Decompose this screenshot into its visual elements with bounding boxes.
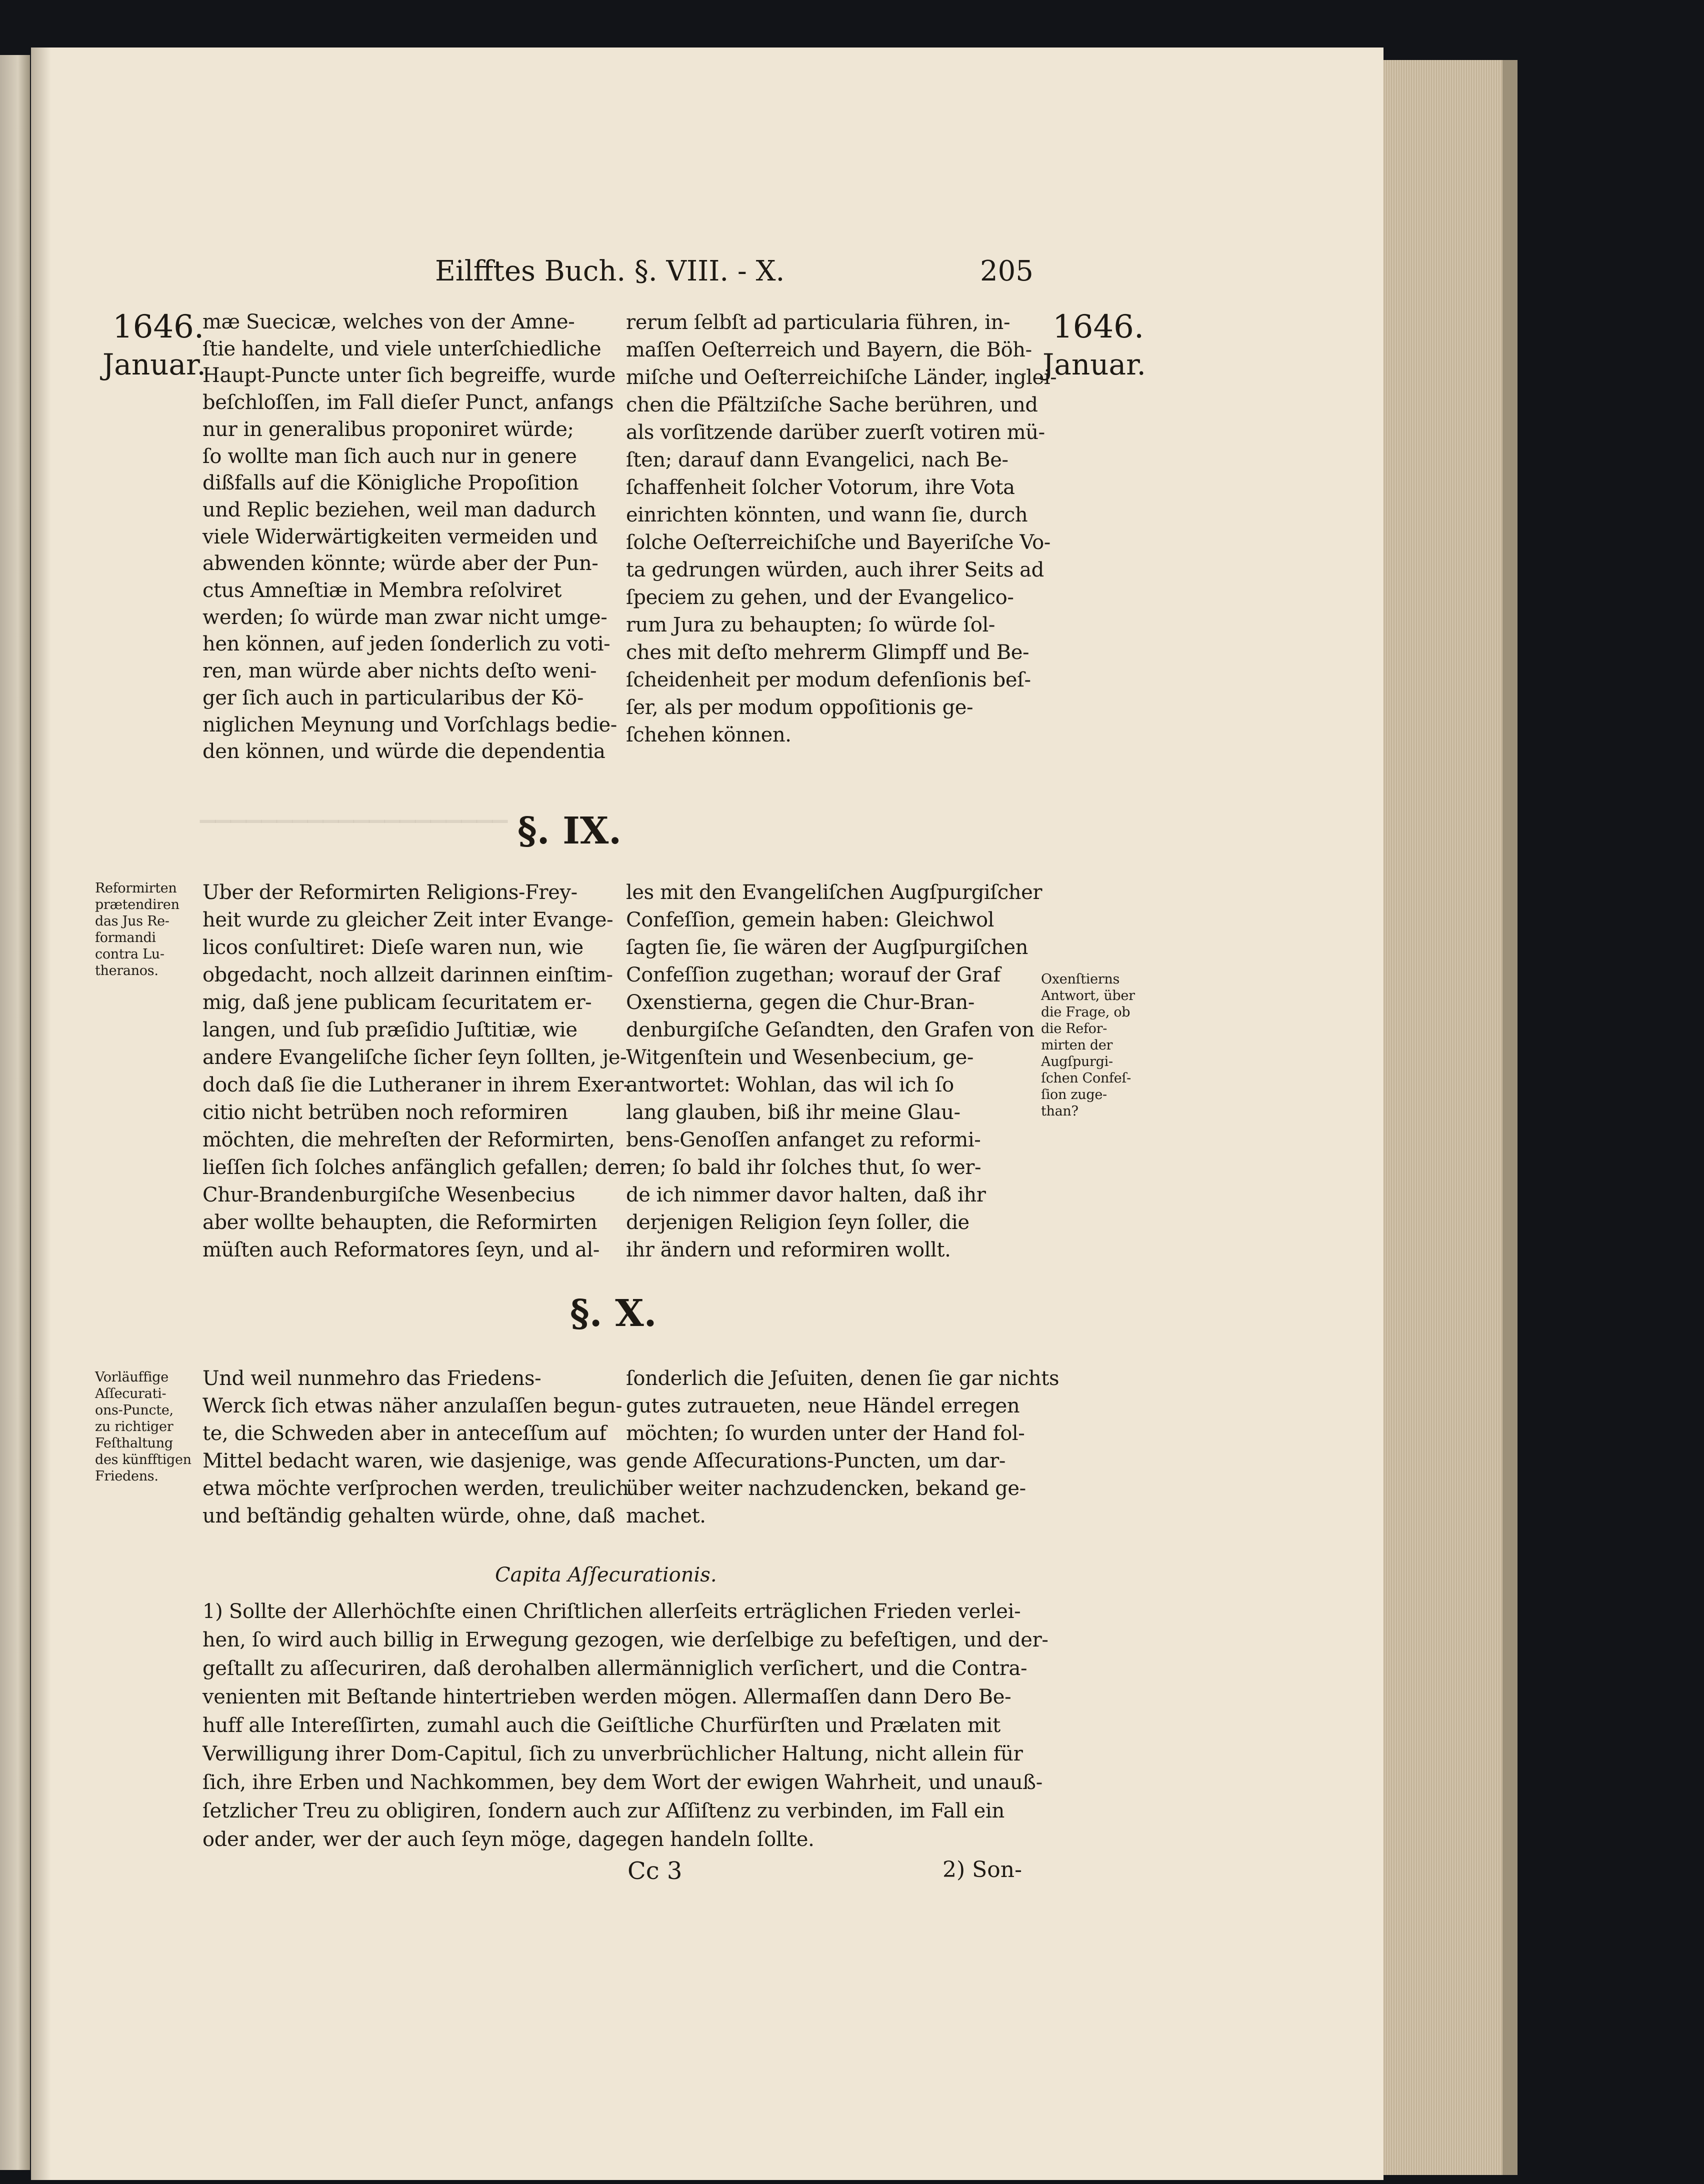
text-line: über weiter nachzudencken, bekand ge- bbox=[626, 1477, 1026, 1500]
text-line: formandi bbox=[95, 930, 156, 946]
page-number: 205 bbox=[980, 255, 1034, 288]
text-line: Mittel bedacht waren, wie dasjenige, was bbox=[202, 1450, 617, 1472]
text-line: beſchloſſen, im Fall dieſer Punct, anfangs bbox=[202, 391, 614, 414]
text-line: ſolche Oeſterreichiſche und Bayeriſche Vo- bbox=[626, 531, 1050, 554]
text-line: rum Jura zu behaupten; ſo würde ſol- bbox=[626, 614, 996, 636]
text-line: contra Lu- bbox=[95, 946, 164, 962]
text-line: prætendiren bbox=[95, 897, 180, 912]
text-line: hen können, auf jeden ſonderlich zu voti- bbox=[202, 632, 610, 656]
text-line: ſchaffenheit ſolcher Votorum, ihre Vota bbox=[626, 476, 1015, 499]
text-line: mæ Suecicæ, welches von der Amne- bbox=[202, 310, 575, 334]
text-line: lieſſen ſich ſolches anfänglich gefallen; der bbox=[202, 1156, 628, 1179]
text-line: antwortet: Wohlan, das wil ich ſo bbox=[626, 1074, 954, 1096]
text-line: theranos. bbox=[95, 963, 158, 978]
text-line: Friedens. bbox=[95, 1468, 158, 1484]
text-line: und Replic beziehen, weil man dadurch bbox=[202, 498, 596, 522]
text-line: Feſthaltung bbox=[95, 1436, 173, 1451]
text-line: ſchehen können. bbox=[626, 724, 792, 746]
text-line: die Frage, ob bbox=[1041, 1004, 1130, 1020]
text-line: mig, daß jene publicam ſecuritatem er- bbox=[202, 991, 592, 1014]
text-line: maſſen Oeſterreich und Bayern, die Böh- bbox=[626, 338, 1032, 362]
capita-title: Capita Aſſecurationis. bbox=[495, 1564, 717, 1586]
text-line: werden; ſo würde man zwar nicht umge- bbox=[202, 606, 608, 629]
text-line: des künfftigen bbox=[95, 1452, 192, 1468]
text-line: ſten; darauf dann Evangelici, nach Be- bbox=[626, 448, 1008, 472]
text-line: citio nicht betrüben noch reformiren bbox=[202, 1101, 568, 1124]
text-line: abwenden könnte; würde aber der Pun- bbox=[202, 552, 598, 576]
text-line: dißfalls auf die Königliche Propoſition bbox=[202, 472, 579, 495]
text-line: ta gedrungen würden, auch ihrer Seits ad bbox=[626, 558, 1044, 582]
signature-mark: Cc 3 bbox=[628, 1857, 682, 1885]
text-line: ger ſich auch in particularibus der Kö- bbox=[202, 686, 584, 710]
gutter-shadow bbox=[31, 48, 51, 2180]
part1-right-column bbox=[626, 309, 1057, 749]
text-line: Antwort, über bbox=[1041, 988, 1135, 1004]
year-left: 1646. bbox=[112, 308, 204, 346]
text-line: andere Evangeliſche ſicher ſeyn ſollten, je- bbox=[202, 1046, 627, 1069]
text-line: obgedacht, noch allzeit darinnen einſtim- bbox=[202, 964, 613, 986]
month-left: Januar. bbox=[102, 348, 206, 382]
text-line: das Jus Re- bbox=[95, 914, 170, 929]
text-line: Reformirten bbox=[95, 880, 177, 896]
text-line: müſten auch Reformatores ſeyn, und al- bbox=[202, 1238, 600, 1262]
text-line: hen, ſo wird auch billig in Erwegung gezogen, wie derſelbige zu befeſtigen, und der- bbox=[202, 1628, 1048, 1652]
text-line: zu richtiger bbox=[95, 1419, 174, 1434]
text-line: mirten der bbox=[1041, 1038, 1113, 1053]
text-line: les mit den Evangeliſchen Augſpurgiſcher bbox=[626, 881, 1042, 904]
text-line: geſtallt zu aſſecuriren, daß derohalben allermänniglich verſichert, und die Contra- bbox=[202, 1657, 1028, 1680]
margin-note-reformed bbox=[95, 880, 195, 979]
part1-left-column bbox=[202, 309, 617, 766]
text-line: Oxenſtierns bbox=[1041, 972, 1120, 987]
section-heading-ix: §. IX. bbox=[518, 810, 622, 852]
text-line: venienten mit Beſtande hintertrieben werden mögen. Allermaſſen dann Dero Be- bbox=[202, 1686, 1012, 1708]
text-line: ſagten ſie, ſie wären der Augſpurgiſchen bbox=[626, 936, 1028, 959]
text-line: langen, und ſub præſidio Juſtitiæ, wie bbox=[202, 1018, 578, 1042]
text-line: Confeſſion, gemein haben: Gleichwol bbox=[626, 908, 994, 932]
show-through: ▁▁▁▁▁▁▁▁▁▁▁▁▁▁▁▁▁▁▁▁ bbox=[200, 800, 508, 823]
text-line: ſchen Confeſ- bbox=[1041, 1070, 1131, 1086]
text-line: heit wurde zu gleicher Zeit inter Evange- bbox=[202, 908, 614, 932]
text-line: ihr ändern und reformiren wollt. bbox=[626, 1238, 951, 1262]
text-line: Und weil nunmehro das Friedens- bbox=[202, 1367, 542, 1390]
text-line: Vorläuffige bbox=[95, 1370, 168, 1385]
text-line: möchten, die mehreſten der Reformirten, bbox=[202, 1128, 615, 1152]
section10-right-column bbox=[626, 1365, 1060, 1530]
text-line: Oxenstierna, gegen die Chur-Bran- bbox=[626, 991, 975, 1014]
text-line: ſpeciem zu gehen, und der Evangelico- bbox=[626, 586, 1014, 609]
text-line: einrichten könnten, und wann ſie, durch bbox=[626, 504, 1028, 526]
text-line: bens-Genoſſen anfanget zu reformi- bbox=[626, 1128, 981, 1152]
text-line: Werck ſich etwas näher anzulaſſen begun- bbox=[202, 1394, 622, 1418]
section10-left-column bbox=[202, 1365, 629, 1530]
text-line: ſtie handelte, und viele unterſchiedliche bbox=[202, 337, 602, 360]
text-line: denburgiſche Geſandten, den Grafen von bbox=[626, 1018, 1034, 1042]
page-block-edges bbox=[1368, 60, 1518, 2175]
text-line: derjenigen Religion ſeyn ſoller, die bbox=[626, 1211, 970, 1234]
text-line: ſich, ihre Erben und Nachkommen, bey dem Wort der ewigen Wahrheit, und unauß- bbox=[202, 1771, 1042, 1794]
text-line: die Refor- bbox=[1041, 1021, 1108, 1036]
text-line: gutes zutraueten, neue Händel erregen bbox=[626, 1394, 1020, 1418]
text-line: ren, man würde aber nichts deſto weni- bbox=[202, 660, 597, 683]
text-line: doch daß ſie die Lutheraner in ihrem Exer- bbox=[202, 1074, 630, 1096]
text-line: huff alle Intereſſirten, zumahl auch die Geiſtliche Churfürſten und Prælaten mit bbox=[202, 1714, 1000, 1737]
text-line: nur in generalibus proponiret würde; bbox=[202, 418, 574, 441]
text-line: ons-Puncte, bbox=[95, 1402, 174, 1418]
text-line: und beſtändig gehalten würde, ohne, daß bbox=[202, 1504, 616, 1528]
text-line: lang glauben, biß ihr meine Glau- bbox=[626, 1101, 960, 1124]
text-line: Haupt-Puncte unter ſich begreiffe, wurde bbox=[202, 364, 616, 388]
text-line: than? bbox=[1041, 1104, 1078, 1119]
text-line: ren; ſo bald ihr ſolches thut, ſo wer- bbox=[626, 1156, 982, 1179]
text-line: Aſſecurati- bbox=[95, 1386, 166, 1402]
text-line: rerum ſelbſt ad particularia führen, in- bbox=[626, 311, 1010, 334]
text-line: niglichen Meynung und Vorſchlags bedie- bbox=[202, 713, 617, 736]
text-line: miſche und Oeſterreichiſche Länder, inglei- bbox=[626, 366, 1057, 389]
text-line: ches mit deſto mehrerm Glimpff und Be- bbox=[626, 641, 1030, 664]
margin-note-oxenstierna bbox=[1041, 971, 1161, 1120]
text-line: aber wollte behaupten, die Reformirten bbox=[202, 1211, 598, 1234]
text-line: oder ander, wer der auch ſeyn möge, dagegen handeln ſollte. bbox=[202, 1828, 814, 1851]
text-line: etwa möchte verſprochen werden, treulich bbox=[202, 1477, 629, 1500]
catchword: 2) Son- bbox=[942, 1857, 1022, 1882]
section9-left-column bbox=[202, 879, 630, 1264]
text-line: Chur-Brandenburgiſche Wesenbecius bbox=[202, 1184, 576, 1206]
text-line: ſer, als per modum oppoſitionis ge- bbox=[626, 696, 974, 719]
running-title: Eilfftes Buch. §. VIII. - X. bbox=[435, 255, 785, 288]
text-line: Confeſſion zugethan; worauf der Graf bbox=[626, 964, 1000, 986]
text-line: 1) Sollte der Allerhöchſte einen Chriſtlichen allerſeits erträglichen Frieden verlei- bbox=[202, 1600, 1021, 1623]
text-line: viele Widerwärtigkeiten vermeiden und bbox=[202, 525, 598, 548]
text-line: machet. bbox=[626, 1504, 706, 1528]
text-line: licos conſultiret: Dieſe waren nun, wie bbox=[202, 936, 584, 959]
text-line: ctus Amneſtiæ in Membra reſolviret bbox=[202, 579, 562, 602]
text-line: ſo wollte man ſich auch nur in genere bbox=[202, 444, 577, 468]
text-line: ſetzlicher Treu zu obligiren, ſondern auch zur Aſſiſtenz zu verbinden, im Fall ein bbox=[202, 1800, 1004, 1822]
section9-right-column bbox=[626, 879, 1041, 1264]
margin-note-assecuration bbox=[95, 1369, 195, 1484]
text-line: Augſpurgi- bbox=[1041, 1054, 1113, 1070]
text-line: ſion zuge- bbox=[1041, 1087, 1107, 1102]
month-right: Januar. bbox=[1042, 348, 1146, 382]
section-heading-x: §. X. bbox=[570, 1292, 657, 1335]
text-line: als vorſitzende darüber zuerſt votiren mü- bbox=[626, 421, 1045, 444]
text-line: Verwilligung ihrer Dom-Capitul, ſich zu unverbrüchlicher Haltung, nicht allein für bbox=[202, 1742, 1023, 1766]
text-line: de ich nimmer davor halten, daß ihr bbox=[626, 1184, 986, 1206]
text-line: möchten; ſo wurden unter der Hand fol- bbox=[626, 1422, 1025, 1445]
text-line: gende Aſſecurations-Puncten, um dar- bbox=[626, 1450, 1006, 1472]
capita-articles bbox=[202, 1598, 1048, 1854]
text-line: ſcheidenheit per modum defenſionis beſ- bbox=[626, 668, 1031, 692]
text-line: chen die Pfältziſche Sache berühren, und bbox=[626, 394, 1038, 416]
previous-page-edge bbox=[0, 55, 30, 2170]
year-right: 1646. bbox=[1052, 308, 1144, 346]
text-line: Uber der Reformirten Religions-Frey- bbox=[202, 881, 578, 904]
text-line: Witgenſtein und Wesenbecium, ge- bbox=[626, 1046, 974, 1069]
text-line: te, die Schweden aber in anteceſſum auf bbox=[202, 1422, 606, 1445]
text-line: den können, und würde die dependentia bbox=[202, 740, 606, 764]
text-line: ſonderlich die Jeſuiten, denen ſie gar nichts bbox=[626, 1367, 1060, 1390]
